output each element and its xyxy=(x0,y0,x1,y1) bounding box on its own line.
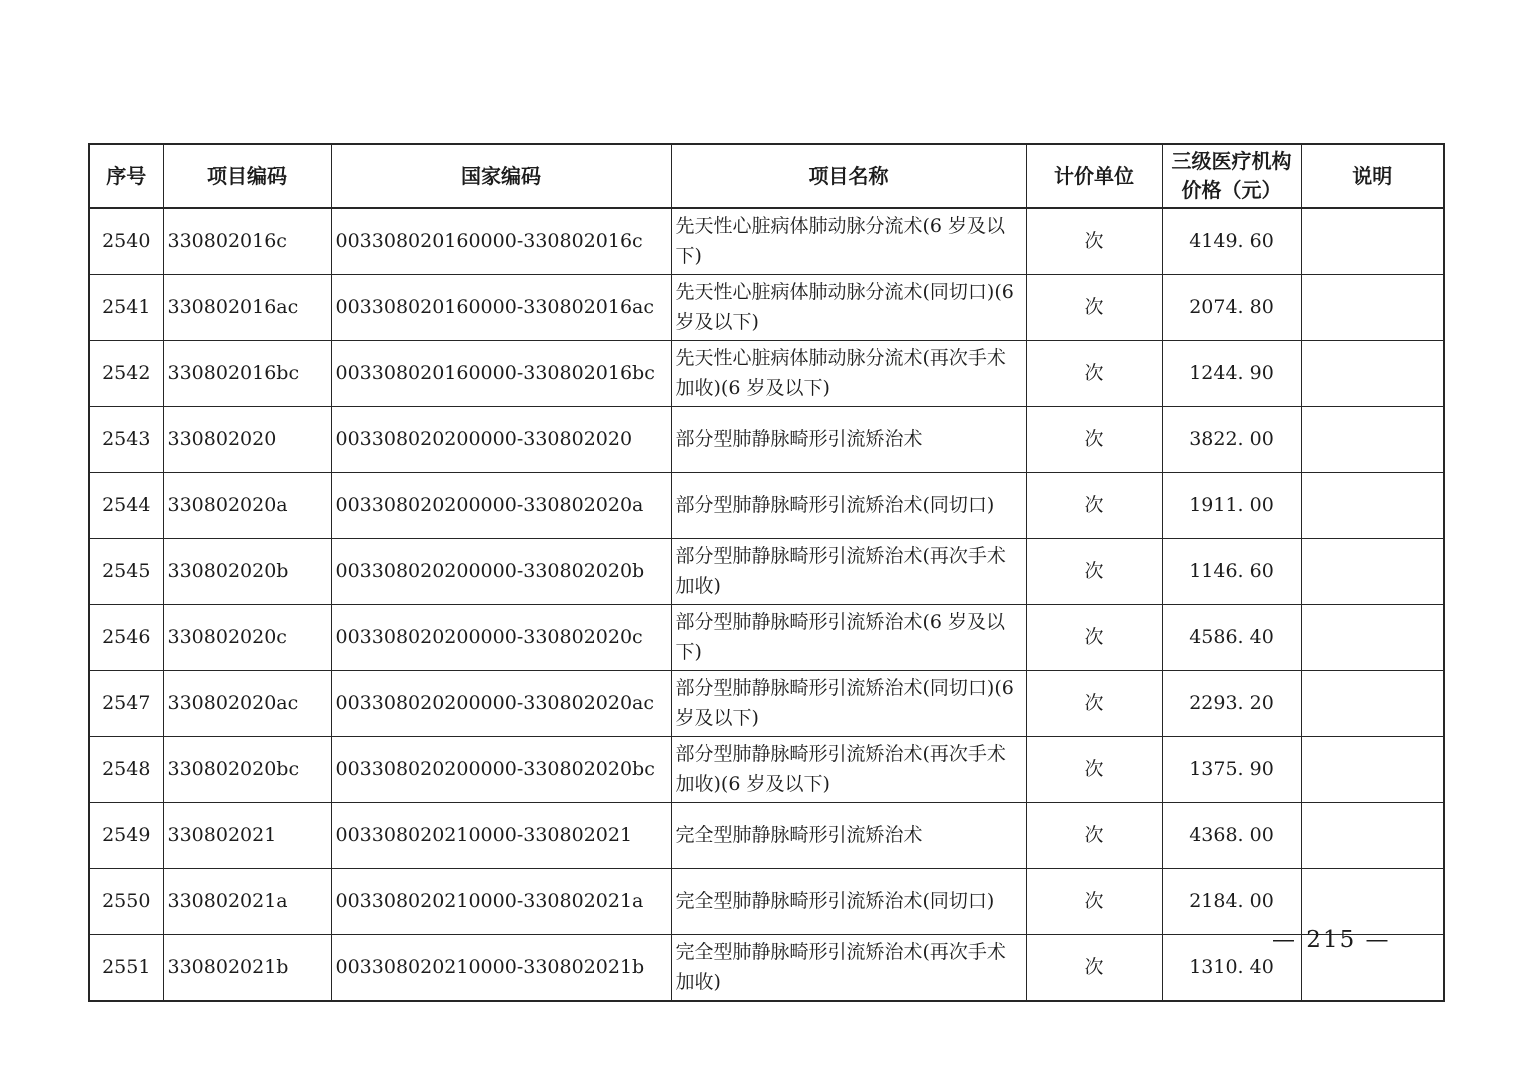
cell-unit: 次 xyxy=(1026,539,1162,605)
header-project-name: 项目名称 xyxy=(671,144,1026,208)
cell-project-name: 完全型肺静脉畸形引流矫治术(同切口) xyxy=(671,869,1026,935)
cell-seq: 2540 xyxy=(89,208,163,275)
cell-note xyxy=(1301,341,1444,407)
header-project-code: 项目编码 xyxy=(163,144,331,208)
cell-note xyxy=(1301,803,1444,869)
cell-seq: 2543 xyxy=(89,407,163,473)
cell-project-name: 先天性心脏病体肺动脉分流术(再次手术加收)(6 岁及以下) xyxy=(671,341,1026,407)
cell-unit: 次 xyxy=(1026,935,1162,1002)
table-row xyxy=(89,869,1444,935)
table-row xyxy=(89,935,1444,1002)
cell-seq: 2547 xyxy=(89,671,163,737)
cell-note xyxy=(1301,275,1444,341)
cell-national-code: 003308020160000-330802016c xyxy=(331,208,671,275)
cell-project-code: 330802021a xyxy=(163,869,331,935)
cell-seq: 2550 xyxy=(89,869,163,935)
cell-project-name: 先天性心脏病体肺动脉分流术(6 岁及以下) xyxy=(671,208,1026,275)
cell-project-name: 部分型肺静脉畸形引流矫治术(6 岁及以下) xyxy=(671,605,1026,671)
cell-project-code: 330802020bc xyxy=(163,737,331,803)
cell-project-code: 330802016ac xyxy=(163,275,331,341)
cell-price: 1310. 40 xyxy=(1162,935,1301,1002)
cell-project-name: 部分型肺静脉畸形引流矫治术 xyxy=(671,407,1026,473)
cell-national-code: 003308020200000-330802020bc xyxy=(331,737,671,803)
table-row xyxy=(89,605,1444,671)
cell-project-code: 330802020c xyxy=(163,605,331,671)
cell-unit: 次 xyxy=(1026,671,1162,737)
cell-seq: 2541 xyxy=(89,275,163,341)
header-price: 三级医疗机构价格（元） xyxy=(1162,144,1301,208)
cell-note xyxy=(1301,605,1444,671)
cell-national-code: 003308020200000-330802020b xyxy=(331,539,671,605)
cell-unit: 次 xyxy=(1026,407,1162,473)
cell-price: 1244. 90 xyxy=(1162,341,1301,407)
header-note: 说明 xyxy=(1301,144,1444,208)
cell-project-code: 330802020a xyxy=(163,473,331,539)
header-unit: 计价单位 xyxy=(1026,144,1162,208)
cell-unit: 次 xyxy=(1026,473,1162,539)
cell-note xyxy=(1301,208,1444,275)
cell-seq: 2544 xyxy=(89,473,163,539)
cell-project-name: 部分型肺静脉畸形引流矫治术(同切口) xyxy=(671,473,1026,539)
cell-seq: 2551 xyxy=(89,935,163,1002)
cell-project-name: 先天性心脏病体肺动脉分流术(同切口)(6 岁及以下) xyxy=(671,275,1026,341)
table-row xyxy=(89,473,1444,539)
cell-note xyxy=(1301,671,1444,737)
table-row xyxy=(89,539,1444,605)
cell-national-code: 003308020200000-330802020 xyxy=(331,407,671,473)
table-row xyxy=(89,275,1444,341)
cell-unit: 次 xyxy=(1026,275,1162,341)
cell-project-name: 完全型肺静脉畸形引流矫治术 xyxy=(671,803,1026,869)
cell-note xyxy=(1301,473,1444,539)
cell-national-code: 003308020200000-330802020ac xyxy=(331,671,671,737)
cell-project-code: 330802016c xyxy=(163,208,331,275)
cell-project-name: 部分型肺静脉畸形引流矫治术(同切口)(6 岁及以下) xyxy=(671,671,1026,737)
header-national-code: 国家编码 xyxy=(331,144,671,208)
table-row xyxy=(89,407,1444,473)
header-seq: 序号 xyxy=(89,144,163,208)
cell-national-code: 003308020200000-330802020c xyxy=(331,605,671,671)
cell-price: 4586. 40 xyxy=(1162,605,1301,671)
cell-unit: 次 xyxy=(1026,605,1162,671)
cell-project-code: 330802021 xyxy=(163,803,331,869)
cell-national-code: 003308020200000-330802020a xyxy=(331,473,671,539)
cell-seq: 2542 xyxy=(89,341,163,407)
cell-price: 2074. 80 xyxy=(1162,275,1301,341)
cell-note xyxy=(1301,539,1444,605)
cell-price: 2293. 20 xyxy=(1162,671,1301,737)
cell-note xyxy=(1301,869,1444,935)
cell-seq: 2546 xyxy=(89,605,163,671)
cell-seq: 2545 xyxy=(89,539,163,605)
cell-note xyxy=(1301,407,1444,473)
table-header-row xyxy=(89,144,1444,208)
cell-project-name: 部分型肺静脉畸形引流矫治术(再次手术加收)(6 岁及以下) xyxy=(671,737,1026,803)
table-row xyxy=(89,341,1444,407)
cell-price: 4149. 60 xyxy=(1162,208,1301,275)
table-row xyxy=(89,208,1444,275)
cell-unit: 次 xyxy=(1026,869,1162,935)
cell-price: 2184. 00 xyxy=(1162,869,1301,935)
medical-price-table xyxy=(88,143,1445,1002)
cell-project-code: 330802020 xyxy=(163,407,331,473)
cell-unit: 次 xyxy=(1026,803,1162,869)
cell-project-code: 330802020ac xyxy=(163,671,331,737)
cell-note xyxy=(1301,737,1444,803)
cell-price: 4368. 00 xyxy=(1162,803,1301,869)
cell-national-code: 003308020210000-330802021a xyxy=(331,869,671,935)
cell-seq: 2548 xyxy=(89,737,163,803)
cell-price: 1911. 00 xyxy=(1162,473,1301,539)
cell-national-code: 003308020160000-330802016bc xyxy=(331,341,671,407)
cell-unit: 次 xyxy=(1026,208,1162,275)
cell-project-code: 330802021b xyxy=(163,935,331,1002)
cell-unit: 次 xyxy=(1026,341,1162,407)
cell-project-name: 部分型肺静脉畸形引流矫治术(再次手术加收) xyxy=(671,539,1026,605)
page-number: — 215 — xyxy=(1272,927,1391,953)
cell-price: 3822. 00 xyxy=(1162,407,1301,473)
cell-seq: 2549 xyxy=(89,803,163,869)
cell-project-code: 330802020b xyxy=(163,539,331,605)
table-row xyxy=(89,803,1444,869)
cell-price: 1146. 60 xyxy=(1162,539,1301,605)
cell-national-code: 003308020210000-330802021b xyxy=(331,935,671,1002)
cell-national-code: 003308020160000-330802016ac xyxy=(331,275,671,341)
table-row xyxy=(89,737,1444,803)
cell-national-code: 003308020210000-330802021 xyxy=(331,803,671,869)
cell-unit: 次 xyxy=(1026,737,1162,803)
cell-project-name: 完全型肺静脉畸形引流矫治术(再次手术加收) xyxy=(671,935,1026,1002)
table-row xyxy=(89,671,1444,737)
cell-price: 1375. 90 xyxy=(1162,737,1301,803)
cell-project-code: 330802016bc xyxy=(163,341,331,407)
